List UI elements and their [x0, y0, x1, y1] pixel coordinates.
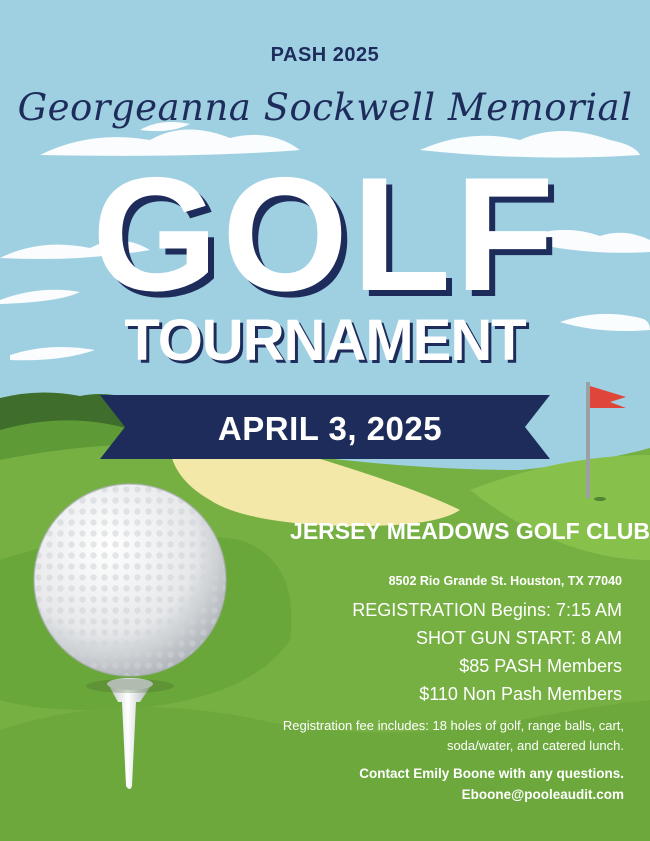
- memorial-title: Georgeanna Sockwell Memorial: [17, 86, 633, 129]
- fee-note: Registration fee includes: 18 holes of golf, range balls, cart, soda/water, and catered lunch.: [282, 718, 624, 753]
- main-title: GOLF: [92, 144, 558, 325]
- venue-address: 8502 Rio Grande St. Houston, TX 77040: [388, 574, 622, 588]
- main-subtitle: TOURNAMENT: [124, 308, 526, 373]
- member-price: $85 PASH Members: [459, 656, 622, 676]
- registration-time: REGISTRATION Begins: 7:15 AM: [352, 600, 622, 620]
- non-member-price: $110 Non Pash Members: [419, 684, 622, 704]
- event-series-label: PASH 2025: [270, 44, 380, 66]
- venue-name: JERSEY MEADOWS GOLF CLUB: [290, 518, 650, 544]
- contact-line: Contact Emily Boone with any questions.: [359, 766, 624, 781]
- contact-email[interactable]: Eboone@pooleaudit.com: [461, 787, 624, 802]
- shotgun-start-time: SHOT GUN START: 8 AM: [415, 628, 622, 648]
- event-date: APRIL 3, 2025: [217, 410, 443, 447]
